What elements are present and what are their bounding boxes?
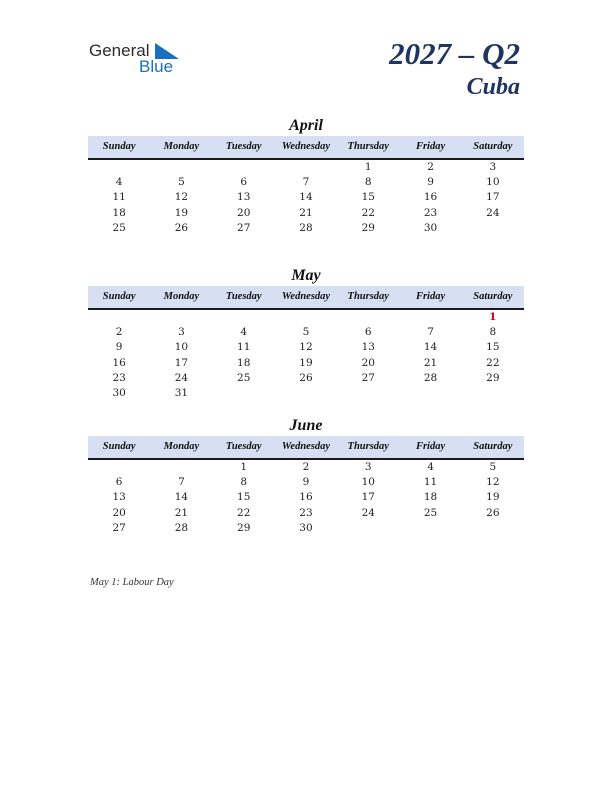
day-cell: 29 — [486, 371, 500, 384]
day-cell: 15 — [237, 491, 251, 504]
day-cell: 8 — [489, 326, 497, 339]
day-cell: 11 — [112, 191, 126, 204]
day-cell: 17 — [486, 191, 500, 204]
week-row — [88, 371, 524, 386]
empty-day-cell — [337, 521, 399, 536]
week-row — [88, 310, 524, 325]
day-cell: 12 — [299, 341, 313, 354]
month-name: June — [289, 417, 323, 434]
week-row — [88, 356, 524, 371]
month-grid — [88, 310, 524, 401]
day-cell: 14 — [174, 491, 189, 504]
day-cell: 27 — [112, 521, 126, 534]
day-cell: 13 — [361, 341, 375, 354]
day-cell: 8 — [240, 476, 248, 489]
empty-day-cell — [337, 310, 399, 325]
day-cell: 25 — [237, 371, 251, 384]
day-cell: 5 — [489, 461, 497, 473]
month-grid — [88, 160, 524, 236]
day-cell: 30 — [423, 221, 438, 234]
weekday-label-thursday: Thursday — [347, 441, 389, 452]
day-cell: 14 — [423, 341, 438, 354]
day-cell: 21 — [423, 356, 438, 369]
logo-word-blue: Blue — [139, 57, 174, 76]
day-cell: 11 — [237, 341, 251, 354]
day-cell: 6 — [364, 326, 372, 339]
empty-day-cell — [213, 386, 275, 401]
day-cell: 4 — [427, 461, 434, 473]
week-row — [88, 221, 524, 236]
day-cell: 12 — [486, 476, 500, 489]
day-cell: 26 — [174, 221, 189, 234]
day-cell: 16 — [423, 191, 438, 204]
weekday-label-saturday: Saturday — [473, 141, 513, 152]
day-cell: 23 — [299, 506, 313, 519]
day-cell: 22 — [237, 506, 251, 519]
day-cell: 3 — [178, 326, 185, 339]
empty-day-cell — [275, 160, 337, 175]
day-cell: 19 — [299, 356, 313, 369]
empty-day-cell — [275, 310, 337, 325]
day-cell: 28 — [174, 521, 189, 534]
day-cell: 7 — [427, 326, 434, 339]
week-row — [88, 190, 524, 205]
empty-day-cell — [88, 310, 150, 325]
day-cell: 13 — [112, 491, 126, 504]
empty-day-cell — [399, 386, 461, 401]
day-cell: 20 — [237, 206, 251, 219]
day-cell: 1 — [240, 461, 248, 473]
day-cell: 29 — [361, 221, 375, 234]
day-cell: 27 — [237, 221, 251, 234]
day-cell: 10 — [361, 476, 375, 489]
weekday-header-row — [88, 136, 524, 160]
day-cell: 9 — [302, 476, 310, 489]
empty-day-cell — [150, 310, 212, 325]
empty-day-cell — [213, 310, 275, 325]
day-cell: 2 — [115, 326, 123, 339]
day-cell: 13 — [237, 191, 251, 204]
empty-day-cell — [462, 386, 524, 401]
week-row — [88, 325, 524, 340]
day-cell: 4 — [115, 176, 123, 189]
day-cell: 18 — [112, 206, 126, 219]
day-cell: 16 — [299, 491, 313, 504]
day-cell: 19 — [486, 491, 500, 504]
day-cell: 12 — [174, 191, 189, 204]
week-row — [88, 206, 524, 221]
weekday-header-row — [88, 436, 524, 460]
day-cell: 7 — [302, 176, 310, 189]
weekday-label-wednesday: Wednesday — [281, 141, 331, 152]
day-cell: 19 — [174, 206, 189, 219]
day-cell: 15 — [486, 341, 500, 354]
day-cell: 25 — [423, 506, 438, 519]
day-cell: 28 — [423, 371, 438, 384]
empty-day-cell — [399, 521, 461, 536]
day-cell: 22 — [361, 206, 375, 219]
day-cell: 6 — [115, 476, 123, 489]
weekday-header-row — [88, 286, 524, 310]
week-row — [88, 460, 524, 475]
weekday-label-tuesday: Tuesday — [225, 291, 262, 302]
month-may — [88, 266, 524, 401]
week-row — [88, 386, 524, 401]
week-row — [88, 475, 524, 490]
weekday-label-saturday: Saturday — [473, 441, 513, 452]
day-cell: 26 — [299, 371, 313, 384]
day-cell: 6 — [240, 176, 248, 189]
day-cell: 23 — [423, 206, 438, 219]
day-cell: 31 — [174, 386, 189, 399]
empty-day-cell — [462, 221, 524, 236]
day-cell: 5 — [302, 326, 310, 339]
empty-day-cell — [213, 160, 275, 175]
empty-day-cell — [88, 460, 150, 475]
weekday-label-saturday: Saturday — [473, 291, 513, 302]
weekday-label-friday: Friday — [415, 441, 446, 452]
weekday-label-wednesday: Wednesday — [281, 441, 331, 452]
day-cell: 27 — [361, 371, 375, 384]
day-cell: 20 — [112, 506, 126, 519]
month-name: May — [291, 267, 321, 284]
day-cell: 11 — [423, 476, 438, 489]
weekday-label-sunday: Sunday — [102, 441, 136, 452]
week-row — [88, 521, 524, 536]
day-cell: 20 — [361, 356, 375, 369]
day-cell: 3 — [364, 461, 372, 473]
day-cell: 1 — [364, 161, 372, 173]
day-cell: 21 — [299, 206, 313, 219]
day-cell: 10 — [174, 341, 189, 354]
day-cell: 18 — [237, 356, 251, 369]
week-row — [88, 506, 524, 521]
day-cell: 9 — [427, 176, 434, 189]
day-cell: 17 — [361, 491, 375, 504]
day-cell: 26 — [486, 506, 500, 519]
day-cell: 14 — [299, 191, 313, 204]
day-cell: 10 — [486, 176, 500, 189]
empty-day-cell — [399, 310, 461, 325]
week-row — [88, 160, 524, 175]
day-cell: 30 — [299, 521, 313, 534]
day-cell: 3 — [489, 161, 497, 173]
day-cell: 24 — [486, 206, 500, 219]
empty-day-cell — [337, 386, 399, 401]
logo-word-general: General — [89, 41, 150, 60]
weekday-label-monday: Monday — [163, 441, 200, 452]
day-cell: 18 — [423, 491, 438, 504]
empty-day-cell — [275, 386, 337, 401]
month-name: April — [289, 117, 323, 134]
day-cell: 21 — [174, 506, 189, 519]
weekday-label-tuesday: Tuesday — [225, 141, 262, 152]
day-cell: 5 — [178, 176, 185, 189]
weekday-label-monday: Monday — [163, 141, 200, 152]
weekday-label-sunday: Sunday — [102, 291, 136, 302]
day-cell: 29 — [237, 521, 251, 534]
week-row — [88, 340, 524, 355]
empty-day-cell — [150, 160, 212, 175]
week-row — [88, 175, 524, 190]
month-april — [88, 116, 524, 236]
weekday-label-sunday: Sunday — [102, 141, 136, 152]
holiday-day-cell: 1 — [489, 311, 497, 323]
day-cell: 30 — [112, 386, 126, 399]
weekday-label-thursday: Thursday — [347, 291, 389, 302]
weekday-label-friday: Friday — [415, 141, 446, 152]
weekday-label-tuesday: Tuesday — [225, 441, 262, 452]
day-cell: 15 — [361, 191, 375, 204]
country-title: Cuba — [466, 74, 520, 100]
day-cell: 17 — [174, 356, 189, 369]
empty-day-cell — [150, 460, 212, 475]
day-cell: 28 — [299, 221, 313, 234]
day-cell: 2 — [302, 461, 310, 473]
weekday-label-thursday: Thursday — [347, 141, 389, 152]
day-cell: 7 — [178, 476, 185, 489]
weekday-label-wednesday: Wednesday — [281, 291, 331, 302]
day-cell: 16 — [112, 356, 126, 369]
weekday-label-friday: Friday — [415, 291, 446, 302]
day-cell: 23 — [112, 371, 126, 384]
week-row — [88, 490, 524, 505]
month-grid — [88, 460, 524, 536]
empty-day-cell — [88, 160, 150, 175]
day-cell: 24 — [174, 371, 189, 384]
weekday-label-monday: Monday — [163, 291, 200, 302]
holiday-note: May 1: Labour Day — [90, 577, 174, 588]
day-cell: 8 — [364, 176, 372, 189]
month-june — [88, 416, 524, 536]
day-cell: 4 — [240, 326, 248, 339]
empty-day-cell — [462, 521, 524, 536]
day-cell: 24 — [361, 506, 375, 519]
brand-logo — [89, 40, 189, 80]
day-cell: 25 — [112, 221, 126, 234]
quarter-title: 2027 – Q2 — [389, 36, 520, 71]
day-cell: 22 — [486, 356, 500, 369]
day-cell: 9 — [115, 341, 123, 354]
day-cell: 2 — [427, 161, 434, 173]
